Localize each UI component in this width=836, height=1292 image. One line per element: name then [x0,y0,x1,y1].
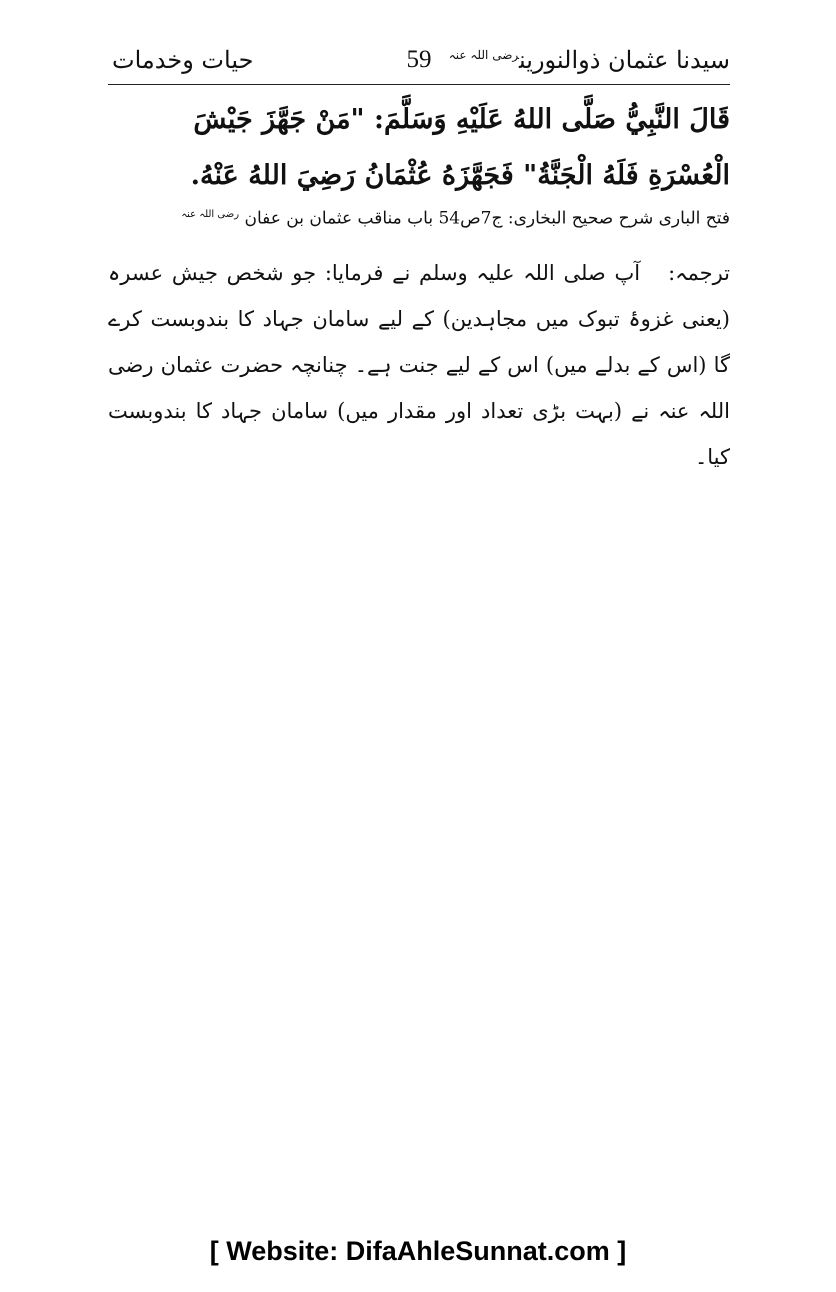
reference-honorific: رضی اللہ عنہ [181,209,240,220]
page-number: 59 [406,46,432,73]
chapter-title: حیات وخدمات [112,46,254,74]
translation-label: ترجمہ: [668,261,730,285]
book-title-text: سیدنا عثمان ذوالنورین [519,46,730,74]
book-title [449,46,730,74]
website-watermark: [ Website: DifaAhleSunnat.com ] [209,1236,627,1266]
page-header [108,38,730,85]
reference-text: فتح الباری شرح صحیح البخاری: ج7ص54 باب مناقب عثمان بن عفان [244,208,730,229]
hadith-arabic-text: قَالَ النَّبِيُّ صَلَّى اللهُ عَلَيْهِ وَسَلَّمَ: "مَنْ جَهَّزَ جَيْشَ الْعُسْرَةِ فَلَهُ الْجَنَّةُ" فَجَهَّزَهُ عُثْمَانُ رَضِيَ اللهُ عَنْهُ. [190,104,730,191]
book-title-honorific: رضی اللہ عنہ [448,48,520,62]
hadith-reference [108,200,730,234]
translation-text: آپ صلی اللہ علیہ وسلم نے فرمایا: جو شخص جیش عسرہ (یعنی غزوۂ تبوک میں مجاہدین) کے لیے سامان جہاد کا بندوبست کرے گا (اس کے بدلے میں) اس کے لیے جنت ہے۔ چنانچہ حضرت عثمان رضی اللہ عنہ نے (بہت بڑی تعداد اور مقدار میں) سامان جہاد کا بندوبست کیا۔ [108,261,730,469]
translation-paragraph [108,250,730,480]
